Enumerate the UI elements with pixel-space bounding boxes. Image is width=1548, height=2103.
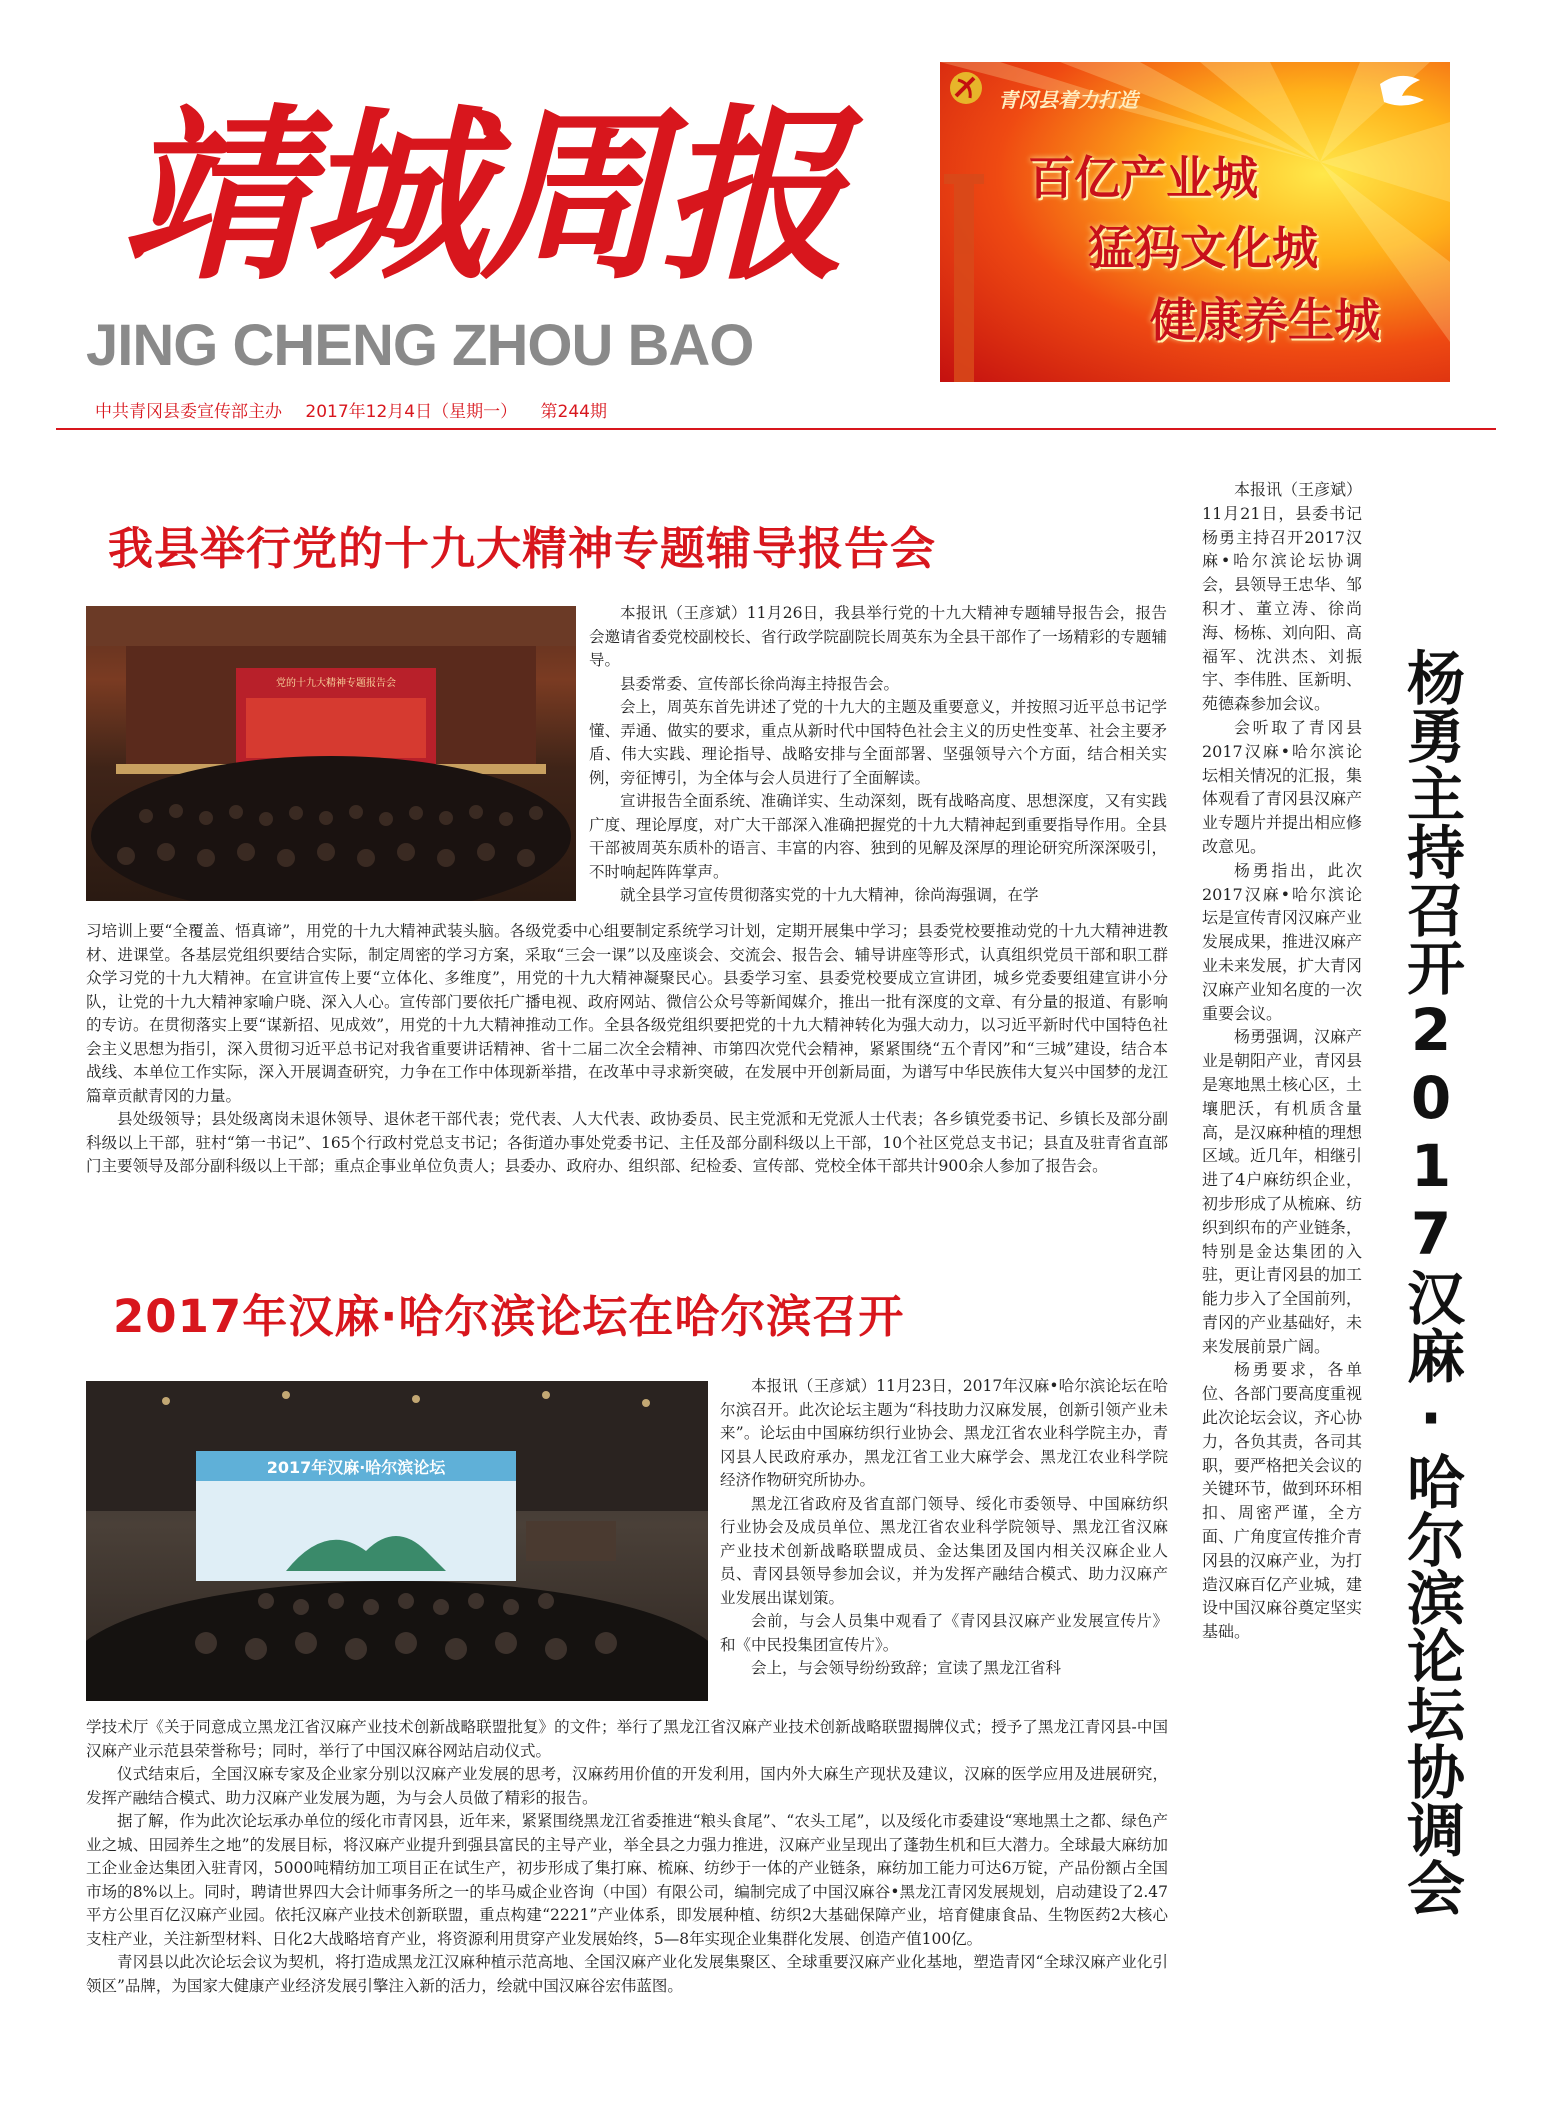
auditorium-photo-art bbox=[86, 606, 576, 901]
masthead-date: 2017年12月4日（星期一） bbox=[305, 402, 518, 422]
article1-photo bbox=[86, 606, 576, 901]
paragraph: 会前，与会人员集中观看了《青冈县汉麻产业发展宣传片》和《中民投集团宣传片》。 bbox=[720, 1612, 1168, 1654]
paragraph: 杨勇强调，汉麻产业是朝阳产业，青冈县是寒地黑土核心区，土壤肥沃，有机质含量高，是汉麻种植的理想区域。近几年，相继引进了4户麻纺织企业，初步形成了从梳麻、纺织到织布的产业链条，特别是金达集团的入驻，更让青冈县的加工能力步入了全国前列，青冈的产业基础好，未来发展前景广阔。 bbox=[1202, 1027, 1363, 1356]
paragraph: 宣讲报告全面系统、准确详实、生动深刻，既有战略高度、思想深度，又有实践广度、理论厚度，对广大干部深入准确把握党的十九大精神起到重要指导作用。全县干部被周英东质朴的语言、丰富的内容、独到的见解及深厚的理论研究所深深吸引，不时响起阵阵掌声。 bbox=[589, 792, 1167, 881]
article1-body-upper bbox=[589, 602, 1167, 908]
paragraph: 学技术厅《关于同意成立黑龙江省汉麻产业技术创新战略联盟批复》的文件；举行了黑龙江省汉麻产业技术创新战略联盟揭牌仪式；授予了黑龙江青冈县-中国汉麻产业示范县荣誉称号；同时，举行了中国汉麻谷网站启动仪式。 bbox=[86, 1718, 1168, 1760]
paragraph: 习培训上要“全覆盖、悟真谛”，用党的十九大精神武装头脑。各级党委中心组要制定系统学习计划，定期开展集中学习；县委党校要推动党的十九大精神进教材、进课堂。各基层党组织要结合实际，制定周密的学习方案，采取“三会一课”以及座谈会、交流会、报告会、辅导讲座等形式，认真组织党员干部和职工群众学习党的十九大精神。在宣讲宣传上要“立体化、多维度”，用党的十九大精神凝聚民心。县委学习室、县委党校要成立宣讲团，城乡党委要组建宣讲小分队，让党的十九大精神家喻户晓、深入人心。宣传部门要依托广播电视、政府网站、微信公众号等新闻媒介，推出一批有深度的文章、有分量的报道、有影响的专访。在贯彻落实上要“谋新招、见成效”，用党的十九大精神推动工作。全县各级党组织要把党的十九大精神转化为强大动力，以习近平新时代中国特色社会主义思想为指引，深入贯彻习近平总书记对我省重要讲话精神、省十二届二次全会精神、市第四次党代会精神，紧紧围绕“五个青冈”和“三城”建设，结合本战线、本单位工作实际，深入开展调查研究，力争在工作中体现新举措，在改革中寻求新突破，在发展中开创新局面，为谱写中华民族伟大复兴中国梦的龙江篇章贡献青冈的力量。 bbox=[86, 922, 1168, 1105]
sidebar-headline: 杨勇主持召开2017汉麻·哈尔滨论坛协调会 bbox=[1397, 648, 1465, 1916]
paragraph: 杨勇指出，此次2017汉麻•哈尔滨论坛是宣传青冈汉麻产业发展成果，推进汉麻产业未来发展，扩大青冈汉麻产业知名度的一次重要会议。 bbox=[1202, 860, 1363, 1023]
article2-body-upper bbox=[720, 1375, 1168, 1681]
paragraph: 县处级领导；县处级离岗未退休领导、退休老干部代表；党代表、人大代表、政协委员、民主党派和无党派人士代表；各乡镇党委书记、乡镇长及部分副科级以上干部，驻村“第一书记”、165个行政村党总支书记；各街道办事处党委书记、主任及部分副科级以上干部，10个社区党总支书记；县直及驻青省直部门主要领导及部分副科级以上干部；重点企事业单位负责人；县委办、政府办、组织部、纪检委、宣传部、党校全体干部共计900余人参加了报告会。 bbox=[86, 1110, 1168, 1175]
masthead-pinyin: JING CHENG ZHOU BAO bbox=[86, 313, 754, 378]
article2-headline: 2017年汉麻·哈尔滨论坛在哈尔滨召开 bbox=[113, 1290, 905, 1343]
paragraph: 本报讯（王彦斌）11月21日，县委书记杨勇主持召开2017汉麻•哈尔滨论坛协调会，县领导王忠华、邹积才、董立涛、徐尚海、杨栋、刘向阳、高福军、沈洪杰、刘振宇、李伟胜、匡新明、苑德森参加会议。 bbox=[1202, 480, 1363, 714]
paragraph: 县委常委、宣传部长徐尚海主持报告会。 bbox=[620, 674, 900, 693]
article1-body-lower bbox=[86, 920, 1168, 1179]
masthead-info bbox=[95, 397, 915, 422]
banner-tagline: 青冈县着力打造 bbox=[998, 88, 1138, 112]
photo-screen-banner: 党的十九大精神专题报告会 bbox=[276, 678, 396, 689]
huabiao-column-icon bbox=[944, 174, 984, 382]
forum-photo-art bbox=[86, 1381, 708, 1701]
paragraph: 据了解，作为此次论坛承办单位的绥化市青冈县，近年来，紧紧围绕黑龙江省委推进“粮头食尾”、“农头工尾”，以及绥化市委建设“寒地黑土之都、绿色产业之城、田园养生之地”的发展目标，将汉麻产业提升到强县富民的主导产业，举全县之力强力推进，汉麻产业呈现出了蓬勃生机和巨大潜力。全球最大麻纺加工企业金达集团入驻青冈，5000吨精纺加工项目正在试生产，初步形成了集打麻、梳麻、纺纱于一体的产业链条，麻纺加工能力可达6万锭，产品份额占全国市场的8%以上。同时，聘请世界四大会计师事务所之一的毕马威企业咨询（中国）有限公司，编制完成了中国汉麻谷•黑龙江青冈发展规划，启动建设了2.47平方公里百亿汉麻产业园。依托汉麻产业技术创新联盟，重点构建“2221”产业体系，即发展种植、纺织2大基础保障产业，培育健康食品、生物医药2大核心支柱产业，关注新型材料、日化2大战略培育产业，将资源利用贯穿产业发展始终，5—8年实现企业集群化发展、创造产值100亿。 bbox=[86, 1812, 1168, 1948]
paragraph: 本报讯（王彦斌）11月26日，我县举行党的十九大精神专题辅导报告会，报告会邀请省委党校副校长、省行政学院副院长周英东为全县干部作了一场精彩的专题辅导。 bbox=[589, 604, 1167, 669]
dove-icon bbox=[1380, 76, 1424, 106]
banner-slogan: 百亿产业城 bbox=[1028, 151, 1258, 205]
article1-headline: 我县举行党的十九大精神专题辅导报告会 bbox=[108, 522, 937, 575]
paragraph: 黑龙江省政府及省直部门领导、绥化市委领导、中国麻纺织行业协会及成员单位、黑龙江省农业科学院领导、黑龙江省汉麻产业技术创新战略联盟成员、金达集团及国内相关汉麻企业人员、青冈县领导参加会议，并为发挥产融结合模式、助力汉麻产业发展出谋划策。 bbox=[720, 1494, 1168, 1607]
paragraph: 青冈县以此次论坛会议为契机，将打造成黑龙江汉麻种植示范高地、全国汉麻产业化发展集聚区、全球重要汉麻产业化基地，塑造青冈“全球汉麻产业化引领区”品牌，为国家大健康产业经济发展引擎注入新的活力，绘就中国汉麻谷宏伟蓝图。 bbox=[86, 1953, 1168, 1995]
banner-slogan: 猛犸文化城 bbox=[1088, 221, 1318, 275]
paragraph: 会上，周英东首先讲述了党的十九大的主题及重要意义，并按照习近平总书记学懂、弄通、做实的要求，重点从新时代中国特色社会主义的历史性变革、社会主要矛盾、伟大实践、理论指导、战略安排与全面部署、坚强领导六个方面，结合相关实例，旁征博引，为全体与会人员进行了全面解读。 bbox=[589, 698, 1167, 787]
sidebar-article-body bbox=[1202, 478, 1362, 1644]
banner-slogan: 健康养生城 bbox=[1150, 293, 1380, 347]
paragraph: 就全县学习宣传贯彻落实党的十九大精神，徐尚海强调，在学 bbox=[620, 886, 1039, 904]
masthead-issue: 第244期 bbox=[540, 402, 607, 422]
masthead-sponsor: 中共青冈县委宣传部主办 bbox=[95, 402, 282, 422]
paragraph: 仪式结束后，全国汉麻专家及企业家分别以汉麻产业发展的思考，汉麻药用价值的开发利用，国内外大麻生产现状及建议，汉麻的医学应用及进展研究，发挥产融结合模式、助力汉麻产业发展为题，为与会人员做了精彩的报告。 bbox=[86, 1765, 1168, 1807]
paragraph: 会上，与会领导纷纷致辞；宣读了黑龙江省科 bbox=[751, 1659, 1062, 1677]
paragraph: 会听取了青冈县2017汉麻•哈尔滨论坛相关情况的汇报，集体观看了青冈县汉麻产业专题片并提出相应修改意见。 bbox=[1202, 717, 1363, 856]
article2-body-lower bbox=[86, 1716, 1168, 1998]
hammer-sickle-icon bbox=[950, 72, 982, 104]
paragraph: 杨勇要求，各单位、各部门要高度重视此次论坛会议，齐心协力，各负其责，各司其职，要严格把关会议的关键环节，做到环环相扣、周密严谨，全方面、广角度宣传推介青冈县的汉麻产业，为打造汉麻百亿产业城，建设中国汉麻谷奠定坚实基础。 bbox=[1202, 1360, 1363, 1642]
article2-photo bbox=[86, 1381, 708, 1701]
masthead-divider bbox=[56, 428, 1496, 430]
masthead-title: 靖城周报 bbox=[120, 86, 841, 305]
slogan-banner bbox=[940, 62, 1450, 382]
photo-screen-banner: 2017年汉麻·哈尔滨论坛 bbox=[266, 1458, 446, 1477]
paragraph: 本报讯（王彦斌）11月23日，2017年汉麻•哈尔滨论坛在哈尔滨召开。此次论坛主题为“科技助力汉麻发展，创新引领产业未来”。论坛由中国麻纺织行业协会、黑龙江省农业科学院主办，青冈县人民政府承办，黑龙江省工业大麻学会、黑龙江农业科学院经济作物研究所协办。 bbox=[720, 1377, 1168, 1489]
